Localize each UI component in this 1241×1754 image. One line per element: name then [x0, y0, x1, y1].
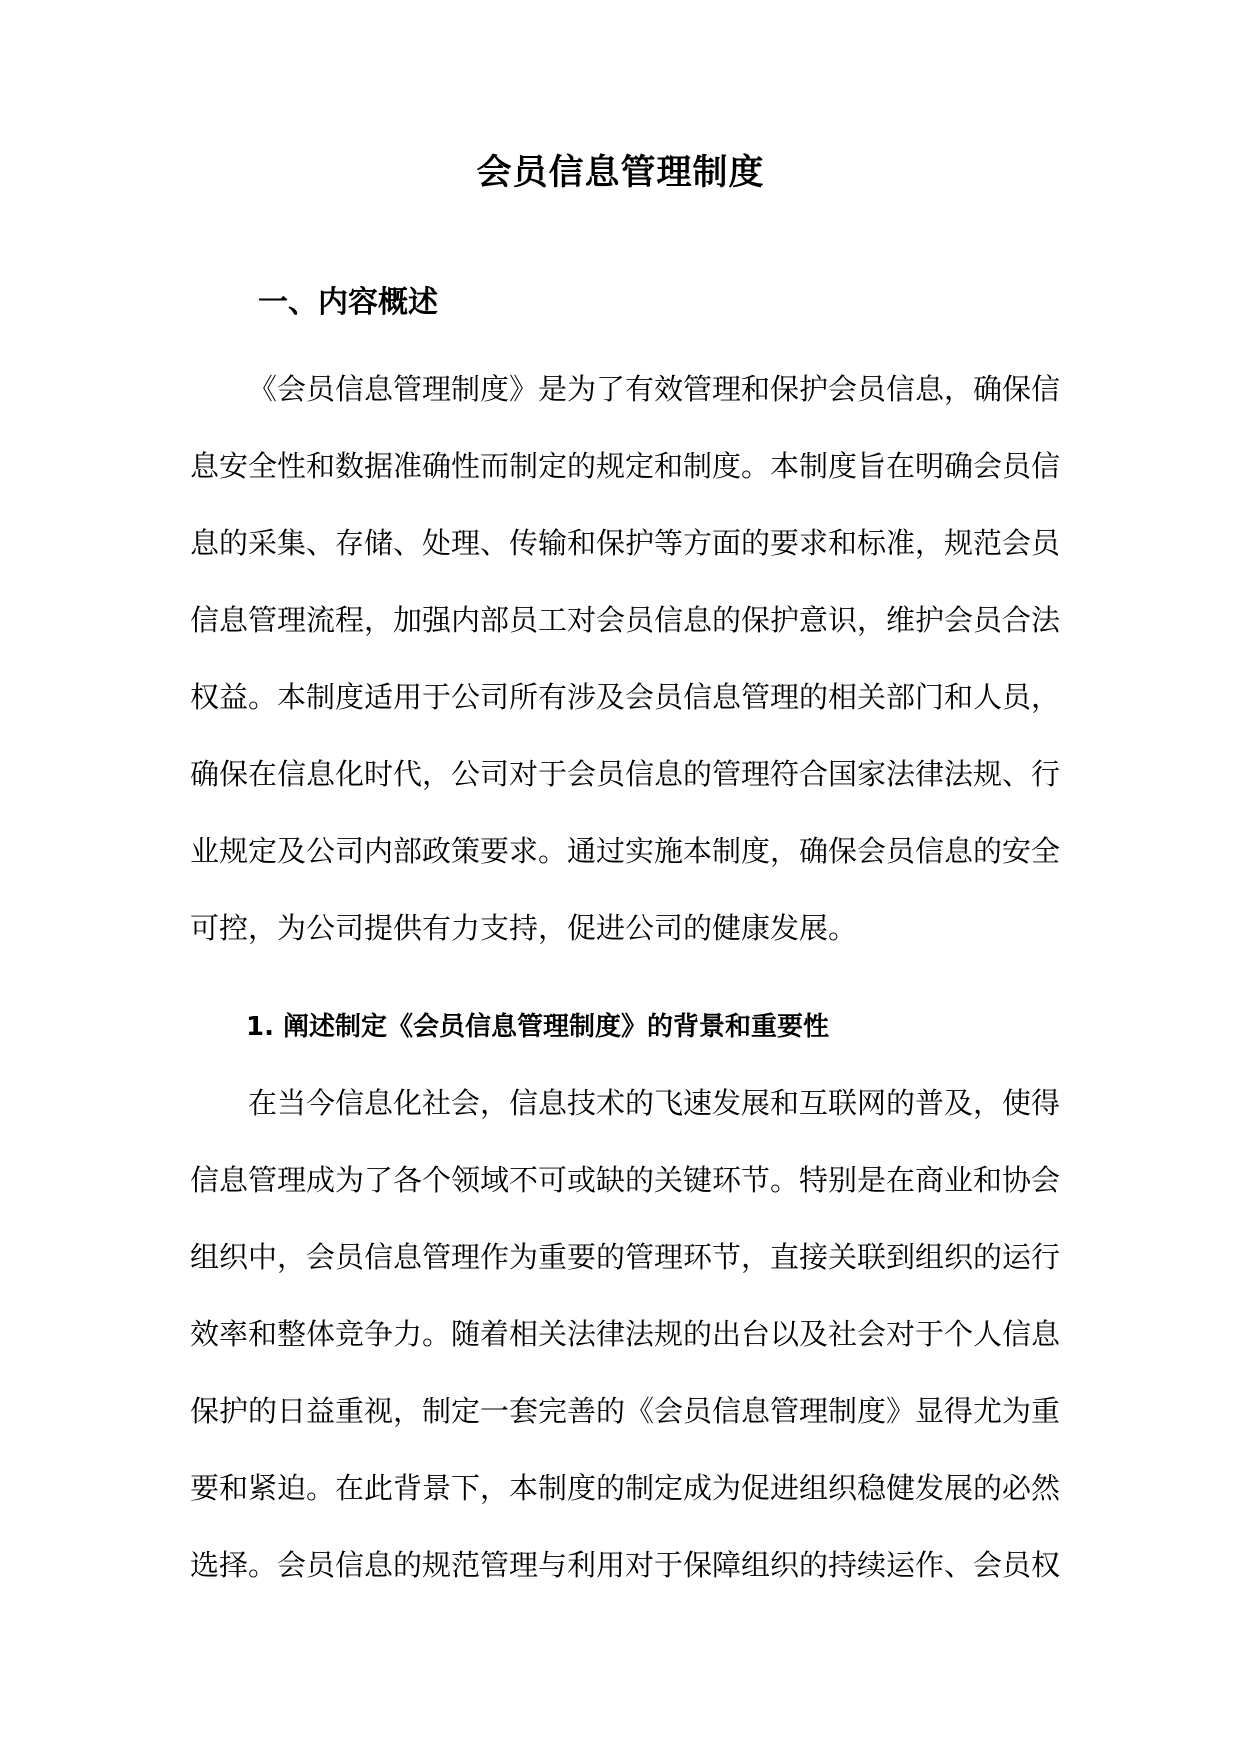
paragraph-line: 信息管理流程，加强内部员工对会员信息的保护意识，维护会员合法: [190, 603, 1061, 637]
paragraph-line: 确保在信息化时代，公司对于会员信息的管理符合国家法律法规、行: [190, 757, 1061, 791]
paragraph-line: 保护的日益重视，制定一套完善的《会员信息管理制度》显得尤为重: [190, 1394, 1061, 1428]
subsection-heading-background: 1. 阐述制定《会员信息管理制度》的背景和重要性: [246, 1012, 830, 1042]
paragraph-line: 组织中，会员信息管理作为重要的管理环节，直接关联到组织的运行: [190, 1240, 1061, 1274]
paragraph-line: 要和紧迫。在此背景下，本制度的制定成为促进组织稳健发展的必然: [190, 1471, 1061, 1505]
paragraph-line: 在当今信息化社会，信息技术的飞速发展和互联网的普及，使得: [248, 1086, 1061, 1120]
paragraph-line: 息安全性和数据准确性而制定的规定和制度。本制度旨在明确会员信: [190, 449, 1061, 483]
overview-paragraph: [190, 351, 1061, 967]
paragraph-line: 选择。会员信息的规范管理与利用对于保障组织的持续运作、会员权: [190, 1548, 1061, 1582]
paragraph-line: 权益。本制度适用于公司所有涉及会员信息管理的相关部门和人员，: [190, 680, 1061, 714]
document-title: 会员信息管理制度: [476, 153, 765, 193]
paragraph-line: 信息管理成为了各个领域不可或缺的关键环节。特别是在商业和协会: [190, 1163, 1061, 1197]
paragraph-line: 《会员信息管理制度》是为了有效管理和保护会员信息，确保信: [248, 372, 1061, 406]
paragraph-line: 可控，为公司提供有力支持，促进公司的健康发展。: [190, 911, 858, 945]
background-paragraph: [190, 1065, 1061, 1604]
paragraph-line: 息的采集、存储、处理、传输和保护等方面的要求和标准，规范会员: [190, 526, 1061, 560]
section-heading-overview: 一、内容概述: [258, 285, 438, 320]
paragraph-line: 业规定及公司内部政策要求。通过实施本制度，确保会员信息的安全: [190, 834, 1061, 868]
paragraph-line: 效率和整体竞争力。随着相关法律法规的出台以及社会对于个人信息: [190, 1317, 1061, 1351]
